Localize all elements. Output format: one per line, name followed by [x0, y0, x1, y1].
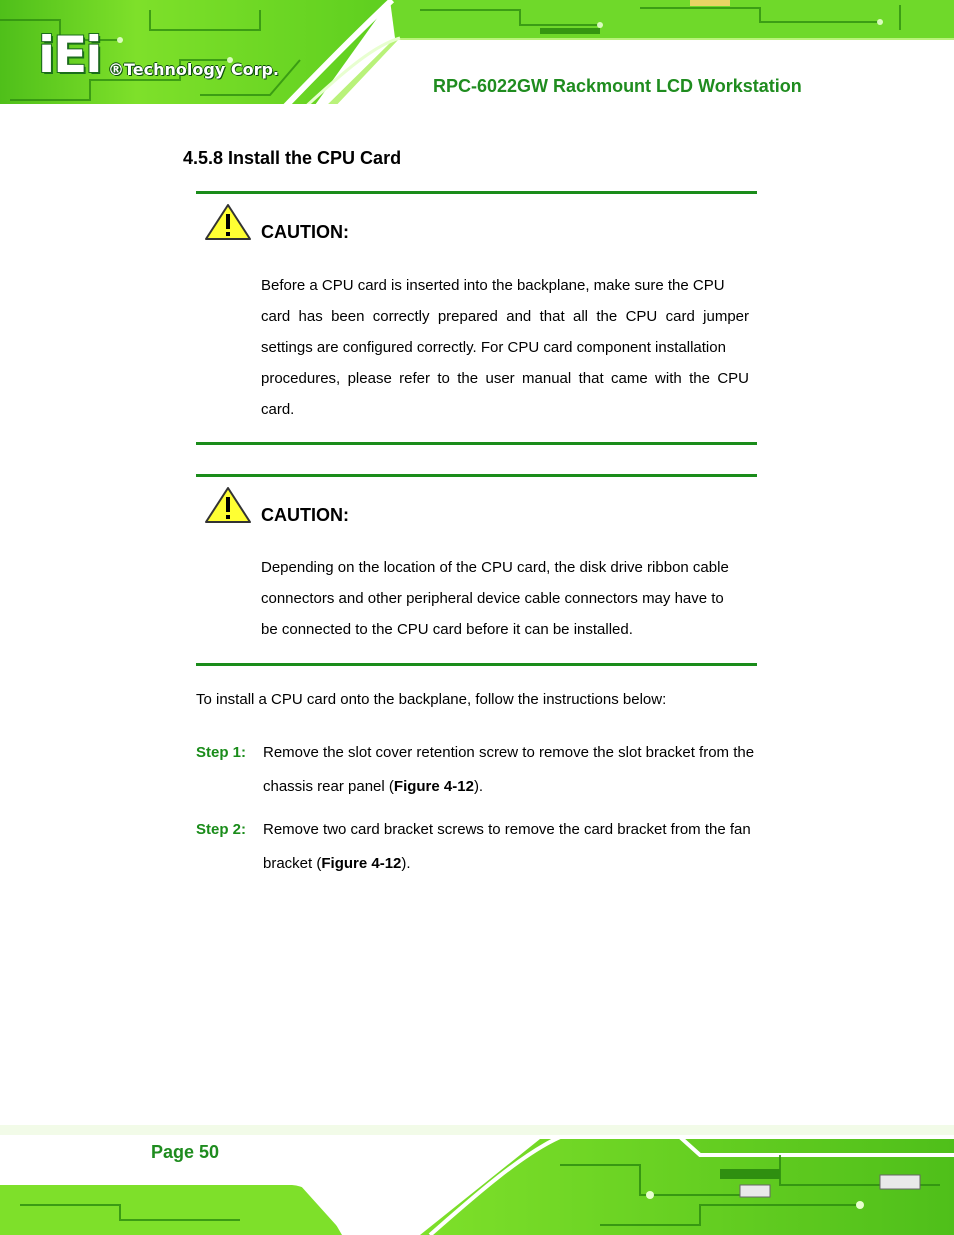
caution-box	[196, 474, 757, 670]
step-text-before: Remove two card bracket screws to remove the card bracket from the fan bracket (	[263, 821, 751, 872]
step-label: Step 2:	[196, 821, 247, 838]
caution-line: connectors and other peripheral device cable connectors may have to	[261, 590, 724, 607]
page-header	[0, 0, 954, 112]
caution-label: CAUTION:	[261, 222, 349, 242]
warning-triangle-icon	[204, 486, 252, 524]
figure-reference: Figure 4-12	[321, 855, 402, 872]
logo-tagline: ®Technology Corp.	[108, 60, 279, 79]
caution-label: CAUTION:	[261, 505, 349, 525]
figure-reference: Figure 4-12	[393, 778, 474, 795]
caution-line: settings are configured correctly. For CPU card component installation	[261, 339, 726, 356]
caution-line: card has been correctly prepared and that all the CPU card jumper	[261, 308, 749, 325]
caution-top-rule	[196, 191, 757, 194]
logo-mark: iEi	[38, 26, 101, 84]
caution-top-rule	[196, 474, 757, 477]
step-text-after: ).	[473, 778, 484, 795]
section-title: 4.5.8 Install the CPU Card	[183, 148, 402, 168]
caution-line: Depending on the location of the CPU card, the disk drive ribbon cable	[261, 559, 729, 576]
caution-bottom-rule	[196, 663, 757, 666]
caution-text	[261, 270, 749, 425]
step-text	[263, 813, 783, 881]
caution-line: be connected to the CPU card before it can be installed.	[261, 621, 633, 638]
document-title: RPC-6022GW Rackmount LCD Workstation	[433, 76, 802, 96]
caution-text	[261, 552, 749, 645]
caution-line: Before a CPU card is inserted into the backplane, make sure the CPU	[261, 277, 725, 294]
warning-triangle-icon	[204, 203, 252, 241]
step-text-after: ).	[401, 855, 411, 872]
company-logo	[38, 26, 298, 86]
page-footer	[0, 1125, 954, 1235]
step-label: Step 1:	[196, 744, 247, 761]
caution-line: procedures, please refer to the user manual that came with the CPU	[261, 370, 749, 387]
caution-line: card.	[261, 401, 295, 418]
caution-box	[196, 191, 757, 447]
caution-bottom-rule	[196, 442, 757, 445]
step-text-before: Remove the slot cover retention screw to remove the slot bracket from the chassis rear panel (	[263, 744, 755, 795]
step-text	[263, 736, 783, 804]
intro-paragraph: To install a CPU card onto the backplane, follow the instructions below:	[196, 691, 667, 708]
circuit-board-footer	[0, 1125, 954, 1235]
page-number: Page 50	[151, 1142, 220, 1162]
